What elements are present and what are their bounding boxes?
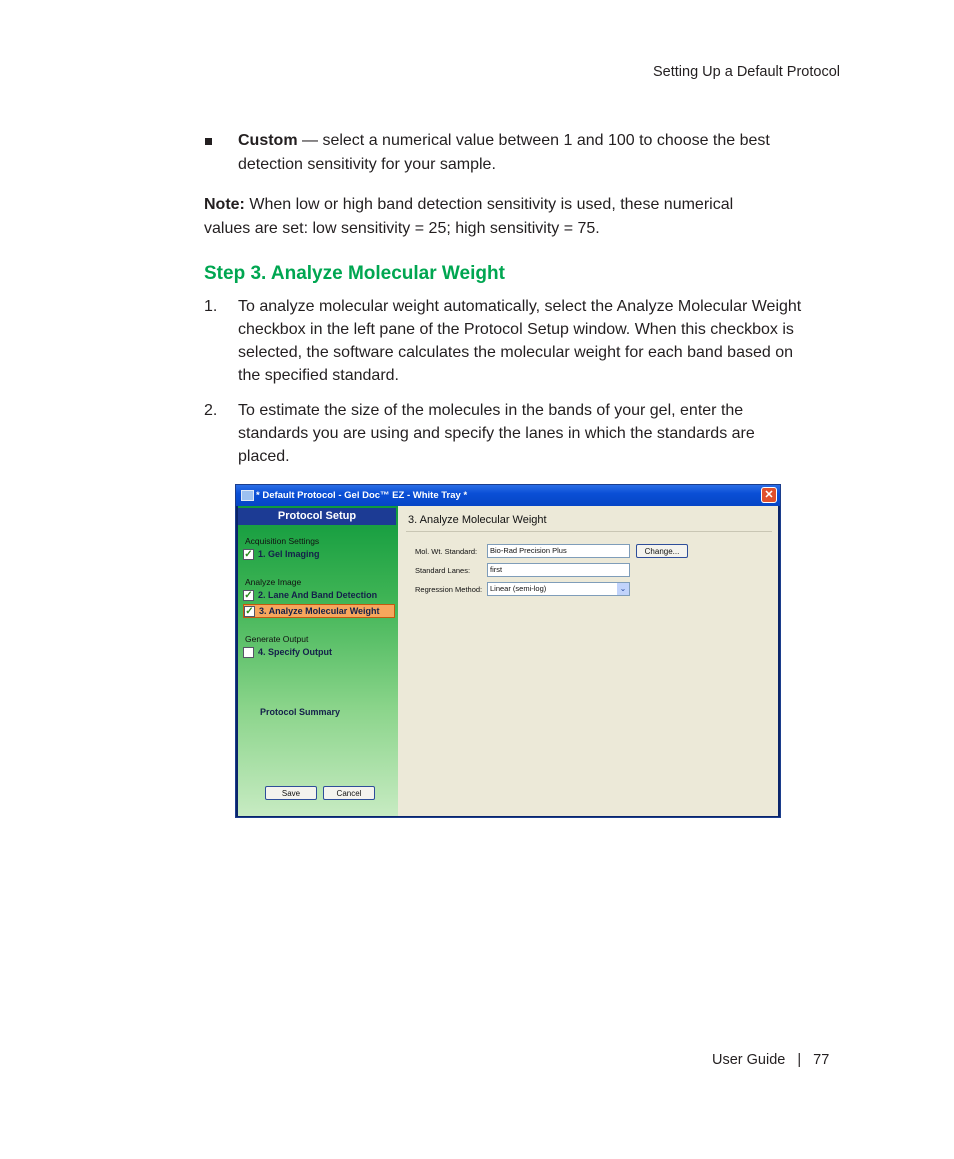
bullet-term: Custom bbox=[238, 132, 298, 149]
footer-title: User Guide bbox=[712, 1052, 786, 1068]
checkbox-gel-imaging[interactable]: ✓ bbox=[244, 549, 253, 560]
step-item-specify-output[interactable] bbox=[243, 646, 395, 660]
note-paragraph bbox=[204, 193, 844, 241]
step-2-line: To estimate the size of the molecules in the bands of your gel, enter the bbox=[238, 402, 744, 419]
save-button[interactable]: Save bbox=[265, 786, 317, 800]
group-label-acquisition: Acquisition Settings bbox=[245, 536, 320, 546]
page-number: 77 bbox=[813, 1052, 830, 1068]
step-1-line: checkbox in the left pane of the Protocol Setup window. When this checkbox is bbox=[238, 321, 794, 338]
right-pane bbox=[400, 506, 778, 816]
step-item-label: 4. Specify Output bbox=[258, 647, 333, 657]
running-header: Setting Up a Default Protocol bbox=[653, 64, 840, 80]
section-heading: Step 3. Analyze Molecular Weight bbox=[204, 263, 505, 284]
step-2-line: placed. bbox=[238, 448, 290, 465]
checkbox-lane-band-detection[interactable]: ✓ bbox=[244, 590, 253, 601]
right-pane-title: 3. Analyze Molecular Weight bbox=[408, 514, 547, 526]
mol-wt-standard-field[interactable]: Bio-Rad Precision Plus bbox=[487, 544, 630, 558]
protocol-setup-header: Protocol Setup bbox=[238, 508, 396, 525]
step-item-gel-imaging[interactable] bbox=[243, 548, 395, 562]
title-divider bbox=[406, 531, 772, 532]
note-label: Note: bbox=[204, 196, 245, 213]
group-label-generate-output: Generate Output bbox=[245, 634, 309, 644]
protocol-setup-window bbox=[235, 484, 781, 818]
step-item-label: 3. Analyze Molecular Weight bbox=[259, 606, 380, 616]
bullet-marker bbox=[205, 138, 212, 145]
regression-method-label: Regression Method: bbox=[415, 585, 483, 594]
step-1-text bbox=[238, 295, 843, 387]
step-1-number: 1. bbox=[204, 298, 218, 315]
left-pane bbox=[238, 506, 398, 816]
page-footer bbox=[712, 1052, 829, 1068]
chevron-down-icon[interactable]: ⌄ bbox=[617, 583, 629, 595]
group-label-analyze-image: Analyze Image bbox=[245, 577, 302, 587]
step-2-text bbox=[238, 399, 843, 468]
step-1-line: selected, the software calculates the molecular weight for each band based on bbox=[238, 344, 793, 361]
bullet-paragraph bbox=[238, 129, 838, 177]
bullet-text-line1: — select a numerical value between 1 and 100 to choose the best bbox=[297, 132, 770, 149]
app-icon bbox=[241, 490, 254, 501]
step-item-label: 1. Gel Imaging bbox=[258, 549, 320, 559]
window-titlebar[interactable] bbox=[236, 485, 780, 506]
step-item-label: 2. Lane And Band Detection bbox=[258, 590, 378, 600]
step-item-lane-band-detection[interactable] bbox=[243, 589, 395, 603]
window-client bbox=[238, 506, 778, 816]
step-2-line: standards you are using and specify the lanes in which the standards are bbox=[238, 425, 755, 442]
regression-method-value: Linear (semi-log) bbox=[490, 584, 547, 593]
bullet-text-line2: detection sensitivity for your sample. bbox=[238, 156, 496, 173]
footer-separator: | bbox=[797, 1052, 802, 1068]
regression-method-select[interactable] bbox=[487, 582, 630, 596]
standard-lanes-label: Standard Lanes: bbox=[415, 566, 471, 575]
checkbox-specify-output[interactable] bbox=[243, 647, 254, 658]
change-button[interactable]: Change... bbox=[636, 544, 688, 558]
cancel-button[interactable]: Cancel bbox=[323, 786, 375, 800]
step-item-analyze-molecular-weight[interactable] bbox=[243, 604, 395, 618]
protocol-summary-link[interactable]: Protocol Summary bbox=[260, 707, 341, 717]
step-1-line: To analyze molecular weight automatically, select the Analyze Molecular Weight bbox=[238, 298, 802, 315]
note-line2: values are set: low sensitivity = 25; high sensitivity = 75. bbox=[204, 220, 600, 237]
step-2-number: 2. bbox=[204, 402, 218, 419]
step-1-line: the specified standard. bbox=[238, 367, 399, 384]
close-icon[interactable]: ✕ bbox=[761, 487, 777, 503]
checkbox-analyze-molecular-weight[interactable]: ✓ bbox=[245, 606, 254, 617]
mol-wt-standard-label: Mol. Wt. Standard: bbox=[415, 547, 478, 556]
standard-lanes-field[interactable]: first bbox=[487, 563, 630, 577]
window-title: * Default Protocol - Gel Doc™ EZ - White Tray * bbox=[256, 490, 468, 501]
note-line1: When low or high band detection sensitivity is used, these numerical bbox=[244, 196, 734, 213]
